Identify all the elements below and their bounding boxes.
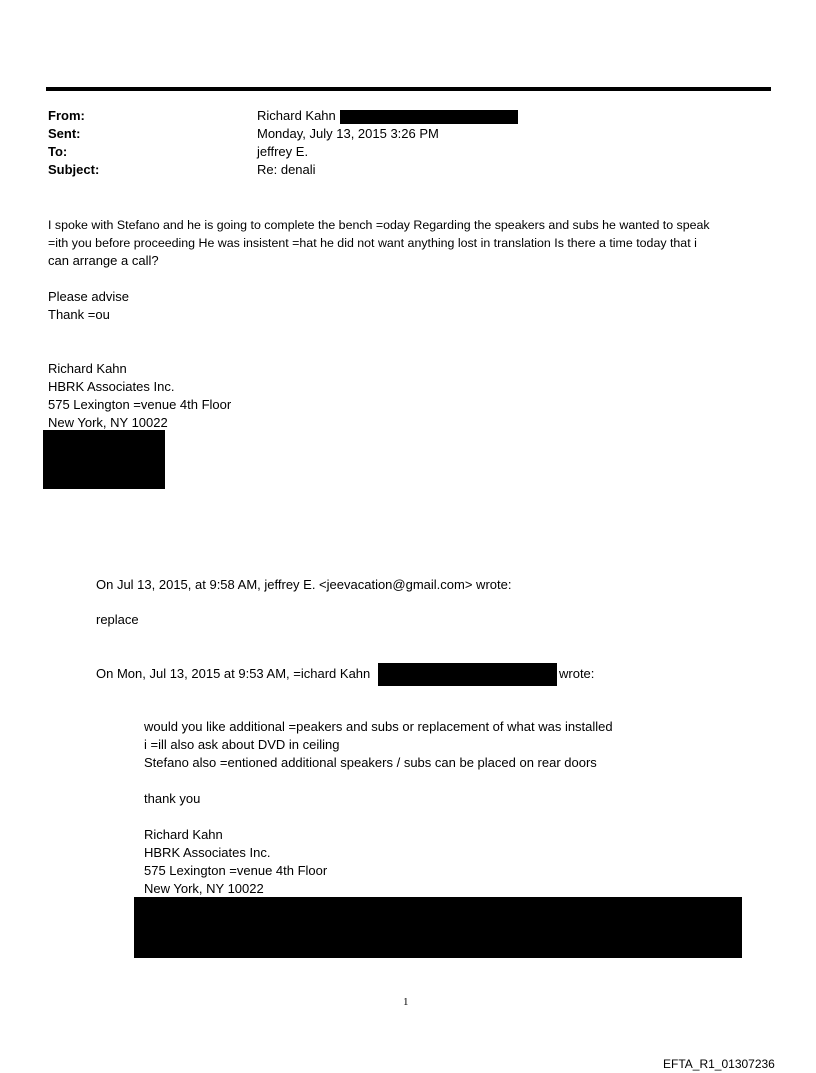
quote1-text: replace (96, 612, 139, 627)
quote2-signature-company: HBRK Associates Inc. (144, 845, 271, 860)
quote2-signature-city: New York, NY 10022 (144, 881, 264, 896)
document-id-footer: EFTA_R1_01307236 (663, 1057, 775, 1071)
quote2-signature-address: 575 Lexington =venue 4th Floor (144, 863, 328, 878)
sent-value: Monday, July 13, 2015 3:26 PM (257, 126, 439, 141)
redaction-from-email (340, 110, 518, 124)
quote2-intro-prefix: On Mon, Jul 13, 2015 at 9:53 AM, =ichard Kahn (96, 666, 371, 681)
from-label: From: (48, 108, 85, 123)
quote2-line1: would you like additional =peakers and subs or replacement of what was installed (144, 719, 613, 734)
page-number: 1 (403, 996, 409, 1008)
quote2-signature-name: Richard Kahn (144, 827, 223, 842)
body-para1-line2: =ith you before proceeding He was insistent =hat he did not want anything lost in translation Is there a time today that i (48, 236, 697, 250)
signature-address: 575 Lexington =venue 4th Floor (48, 397, 232, 412)
sent-label: Sent: (48, 126, 81, 141)
body-advise: Please advise (48, 289, 129, 304)
body-para1-line1: I spoke with Stefano and he is going to complete the bench =oday Regarding the speakers and subs he wanted to speak (48, 218, 710, 232)
to-label: To: (48, 144, 68, 159)
body-para1-line3: can arrange a call? (48, 253, 159, 268)
quote2-line2: i =ill also ask about DVD in ceiling (144, 737, 340, 752)
redaction-quote2-email (378, 663, 557, 686)
redaction-signature-block (43, 430, 165, 489)
header-rule (46, 87, 771, 91)
body-thanks: Thank =ou (48, 307, 110, 322)
signature-city: New York, NY 10022 (48, 415, 168, 430)
signature-name: Richard Kahn (48, 361, 127, 376)
subject-value: Re: denali (257, 162, 316, 177)
subject-label: Subject: (48, 162, 100, 177)
quote2-line3: Stefano also =entioned additional speakers / subs can be placed on rear doors (144, 755, 597, 770)
signature-company: HBRK Associates Inc. (48, 379, 175, 394)
quote2-thanks: thank you (144, 791, 201, 806)
quote2-intro-suffix: wrote: (559, 666, 595, 681)
to-value: jeffrey E. (257, 144, 309, 159)
redaction-quote2-signature-block (134, 897, 742, 958)
from-value: Richard Kahn (257, 108, 336, 123)
quote1-intro: On Jul 13, 2015, at 9:58 AM, jeffrey E. <jeevacation@gmail.com> wrote: (96, 577, 512, 592)
